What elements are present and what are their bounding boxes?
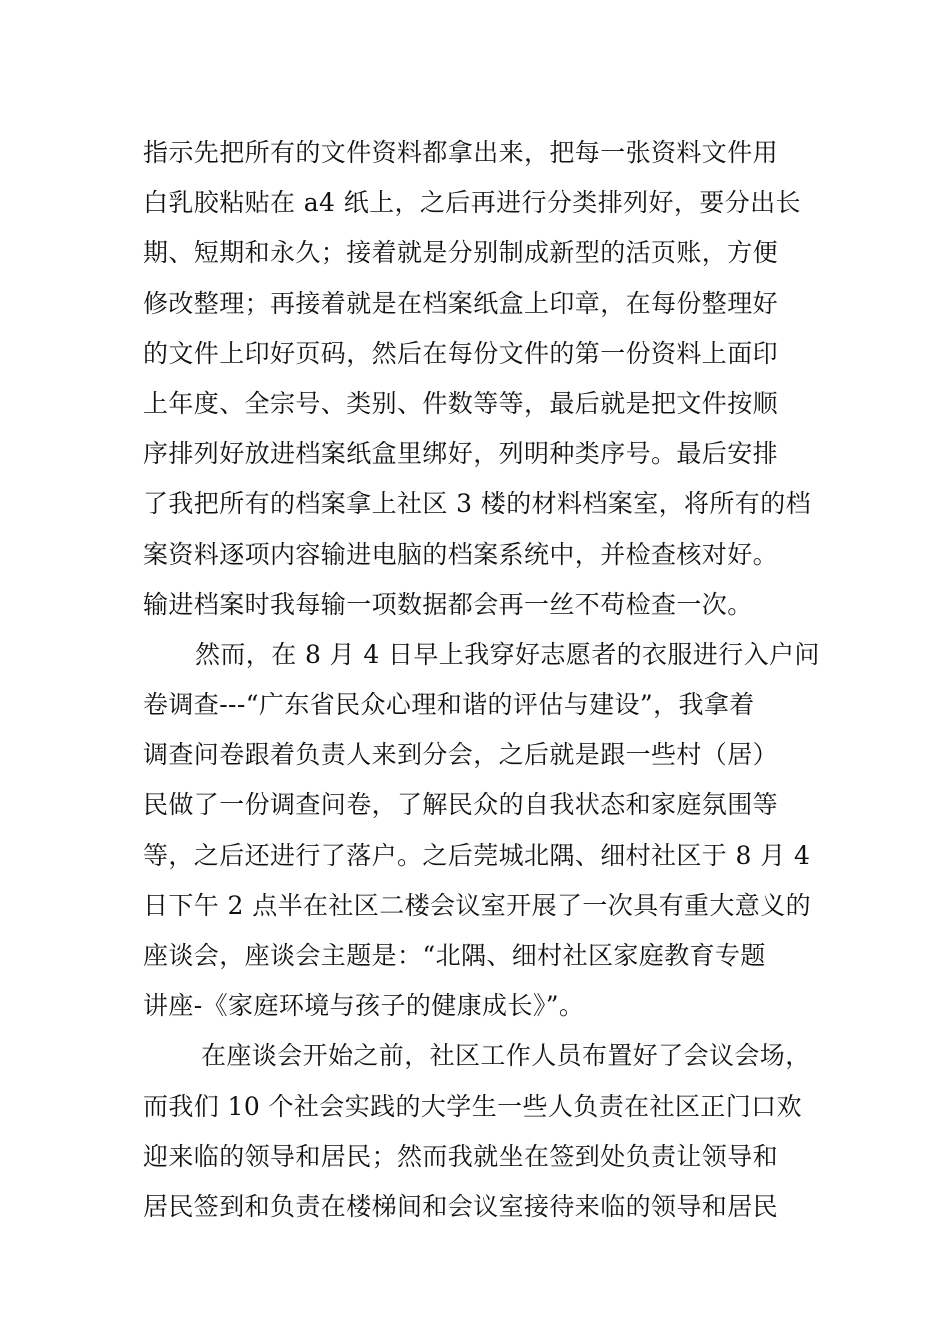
paragraph-2 (143, 630, 820, 1032)
text-line: 然而，在 8 月 4 日早上我穿好志愿者的衣服进行入户问 (195, 639, 820, 669)
text-line: 期、短期和永久；接着就是分别制成新型的活页账，方便 (143, 238, 779, 268)
text-line: 调查问卷跟着负责人来到分会，之后就是跟一些村（居） (143, 740, 779, 770)
text-line: 座谈会，座谈会主题是：“北隅、细村社区家庭教育专题 (143, 941, 766, 970)
document-body (143, 128, 820, 1232)
text-line: 修改整理；再接着就是在档案纸盒上印章，在每份整理好 (143, 288, 779, 318)
text-line: 而我们 10 个社会实践的大学生一些人负责在社区正门口欢 (143, 1091, 802, 1121)
text-line: 居民签到和负责在楼梯间和会议室接待来临的领导和居民 (143, 1191, 779, 1221)
text-line: 日下午 2 点半在社区二楼会议室开展了一次具有重大意义的 (143, 890, 812, 920)
text-line: 民做了一份调查问卷，了解民众的自我状态和家庭氛围等 (143, 790, 779, 820)
text-line: 迎来临的领导和居民；然而我就坐在签到处负责让领导和 (143, 1141, 779, 1171)
paragraph-3 (143, 1031, 813, 1232)
text-line: 讲座-《家庭环境与孩子的健康成长》”。 (143, 991, 585, 1021)
text-line: 上年度、全宗号、类别、件数等等，最后就是把文件按顺 (143, 388, 779, 418)
text-line: 在座谈会开始之前，社区工作人员布置好了会议会场， (201, 1041, 811, 1071)
text-line: 案资料逐项内容输进电脑的档案系统中，并检查核对好。 (143, 539, 779, 569)
text-line: 指示先把所有的文件资料都拿出来，把每一张资料文件用 (143, 138, 779, 167)
text-line: 等，之后还进行了落户。之后莞城北隅、细村社区于 8 月 4 (143, 840, 811, 870)
paragraph-1 (143, 128, 813, 630)
text-line: 卷调查---“广东省民众心理和谐的评估与建设”，我拿着 (143, 690, 755, 720)
text-line: 的文件上印好页码，然后在每份文件的第一份资料上面印 (143, 338, 779, 368)
text-line: 了我把所有的档案拿上社区 3 楼的材料档案室，将所有的档 (143, 489, 812, 519)
text-line: 序排列好放进档案纸盒里绑好，列明种类序号。最后安排 (143, 439, 779, 469)
text-line: 白乳胶粘贴在 a4 纸上，之后再进行分类排列好，要分出长 (143, 188, 801, 218)
text-line: 输进档案时我每输一项数据都会再一丝不苟检查一次。 (143, 589, 753, 619)
